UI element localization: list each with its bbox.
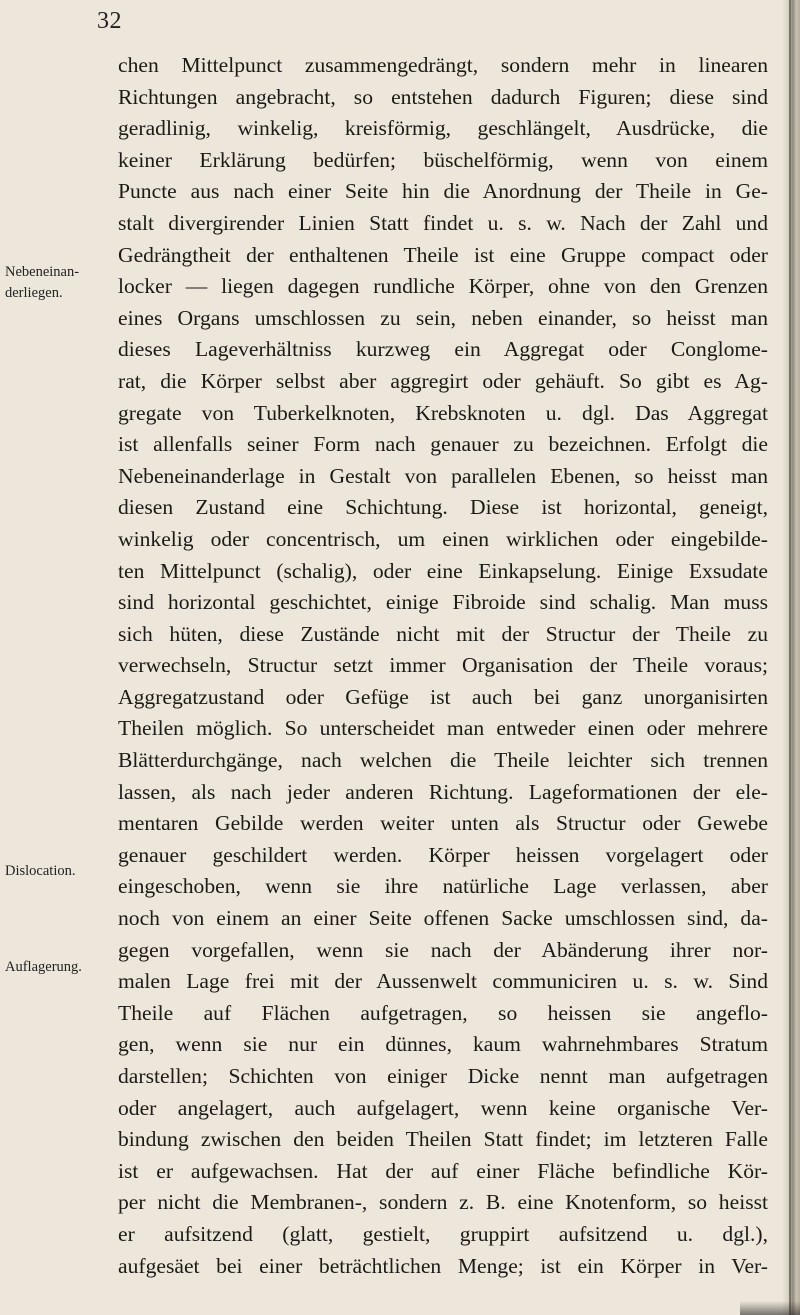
text-line: ist allenfalls seiner Form nach genauer zu bezeichnen. Erfolgt die	[118, 432, 768, 457]
text-line: winkelig oder concentrisch, um einen wirklichen oder eingebilde-	[118, 526, 768, 551]
margin-note-nebeneinan: Nebeneinan-	[5, 264, 80, 280]
text-line: sind horizontal geschichtet, einige Fibroide sind schalig. Man muss	[118, 590, 768, 615]
text-line: noch von einem an einer Seite offenen Sacke umschlossen sind, da-	[118, 906, 768, 931]
text-line: Theile auf Flächen aufgetragen, so heissen sie angeflo-	[118, 1000, 768, 1025]
text-line: ist er aufgewachsen. Hat der auf einer Fläche befindliche Kör-	[118, 1158, 768, 1183]
body-text	[118, 50, 768, 1282]
text-line: genauer geschildert werden. Körper heissen vorgelagert oder	[118, 842, 768, 867]
text-line: verwechseln, Structur setzt immer Organisation der Theile voraus;	[118, 653, 768, 678]
text-line: oder angelagert, auch aufgelagert, wenn keine organische Ver-	[118, 1095, 768, 1120]
text-line: sich hüten, diese Zustände nicht mit der Structur der Theile zu	[118, 621, 768, 646]
text-line: Gedrängtheit der enthaltenen Theile ist eine Gruppe compact oder	[118, 242, 768, 267]
text-line: locker — liegen dagegen rundliche Körper, ohne von den Grenzen	[118, 274, 768, 299]
text-line: mentaren Gebilde werden weiter unten als Structur oder Gewebe	[118, 811, 768, 836]
text-line: gen, wenn sie nur ein dünnes, kaum wahrnehmbares Stratum	[118, 1032, 768, 1057]
text-line: aufgesäet bei einer beträchtlichen Menge; ist ein Körper in Ver-	[118, 1253, 768, 1278]
text-line: Aggregatzustand oder Gefüge ist auch bei ganz unorganisirten	[118, 684, 768, 709]
text-line: eingeschoben, wenn sie ihre natürliche Lage verlassen, aber	[118, 874, 768, 899]
text-line: chen Mittelpunct zusammengedrängt, sondern mehr in linearen	[118, 53, 768, 77]
text-line: dieses Lageverhältniss kurzweg ein Aggregat oder Conglome-	[118, 337, 768, 362]
text-line: diesen Zustand eine Schichtung. Diese ist horizontal, geneigt,	[118, 495, 768, 520]
text-line: Nebeneinanderlage in Gestalt von parallelen Ebenen, so heisst man	[118, 463, 768, 488]
text-line: eines Organs umschlossen zu sein, neben einander, so heisst man	[118, 305, 768, 330]
text-line: Puncte aus nach einer Seite hin die Anordnung der Theile in Ge-	[118, 179, 768, 204]
text-line: er aufsitzend (glatt, gestielt, gruppirt aufsitzend u. dgl.),	[118, 1221, 768, 1246]
text-line: Blätterdurchgänge, nach welchen die Theile leichter sich trennen	[118, 748, 768, 773]
page-number: 32	[97, 8, 122, 34]
text-line: rat, die Körper selbst aber aggregirt oder gehäuft. So gibt es Ag-	[118, 368, 768, 393]
text-line: per nicht die Membranen-, sondern z. B. eine Knotenform, so heisst	[118, 1190, 768, 1215]
text-line: Richtungen angebracht, so entstehen dadurch Figuren; diese sind	[118, 84, 768, 109]
text-line: lassen, als nach jeder anderen Richtung. Lageformationen der ele-	[118, 779, 768, 804]
text-line: Theilen möglich. So unterscheidet man entweder einen oder mehrere	[118, 716, 768, 741]
page-edge	[782, 0, 800, 1315]
margin-note-derliegen: derliegen.	[5, 285, 63, 301]
text-line: stalt divergirender Linien Statt findet u. s. w. Nach der Zahl und	[118, 210, 768, 235]
margin-note-dislocation: Dislocation.	[5, 863, 76, 879]
corner-shadow	[740, 1301, 800, 1315]
text-line: keiner Erklärung bedürfen; büschelförmig, wenn von einem	[118, 147, 768, 172]
text-line: gregate von Tuberkelknoten, Krebsknoten u. dgl. Das Aggregat	[118, 400, 768, 425]
page-edge-line	[789, 0, 791, 1315]
text-line: darstellen; Schichten von einiger Dicke nennt man aufgetragen	[118, 1064, 768, 1088]
text-line: geradlinig, winkelig, kreisförmig, geschlängelt, Ausdrücke, die	[118, 116, 768, 141]
margin-note-auflagerung: Auflagerung.	[5, 959, 82, 975]
text-line: bindung zwischen den beiden Theilen Statt findet; im letzteren Falle	[118, 1127, 768, 1152]
text-line: gegen vorgefallen, wenn sie nach der Abänderung ihrer nor-	[118, 937, 768, 962]
text-line: malen Lage frei mit der Aussenwelt communiciren u. s. w. Sind	[118, 969, 768, 994]
text-line: ten Mittelpunct (schalig), oder eine Einkapselung. Einige Exsudate	[118, 558, 768, 583]
